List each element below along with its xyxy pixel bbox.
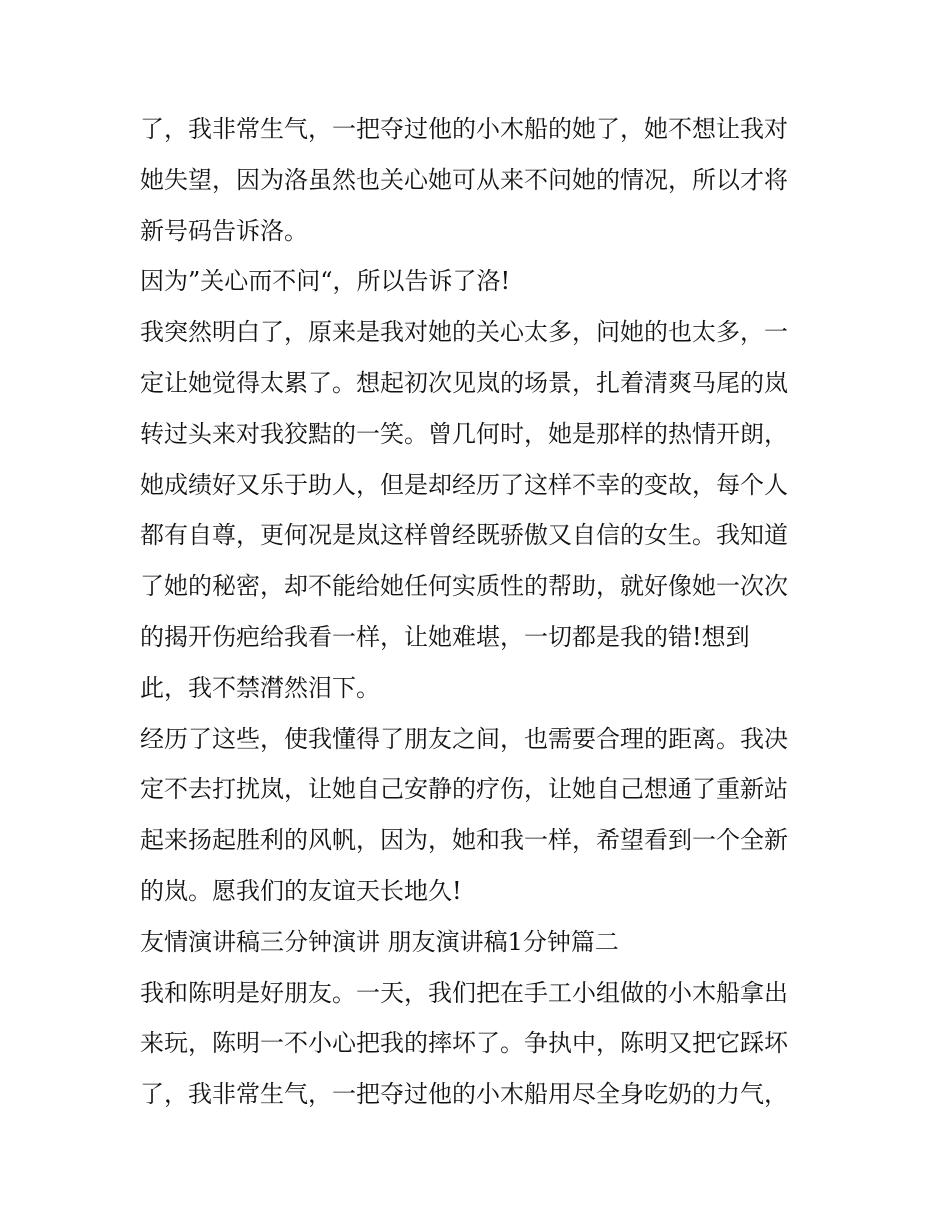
text-line: 定让她觉得太累了。想起初次见岚的场景，扎着清爽马尾的岚 [140,368,788,397]
text-line: 经历了这些，使我懂得了朋友之间，也需要合理的距离。我决 [140,724,788,753]
text-line: 我和陈明是好朋友。一天，我们把在手工小组做的小木船拿出 [140,978,788,1007]
text-line: 她失望，因为洛虽然也关心她可从来不问她的情况，所以才将 [140,165,788,194]
document-body [140,104,830,1120]
text-line: 新号码告诉洛。 [140,216,308,245]
text-line: 的揭开伤疤给我看一样，让她难堪，一切都是我的错!想到 [140,622,750,651]
text-line: 转过头来对我狡黠的一笑。曾几何时，她是那样的热情开朗， [140,419,788,448]
section-heading: 友情演讲稿三分钟演讲 朋友演讲稿1分钟篇二 [140,927,619,956]
text-line: 起来扬起胜利的风帆，因为，她和我一样，希望看到一个全新 [140,826,788,855]
text-line: 因为”关心而不问“，所以告诉了洛! [140,267,511,296]
text-line: 我突然明白了，原来是我对她的关心太多，问她的也太多，一 [140,318,788,347]
text-line: 此，我不禁潸然泪下。 [140,673,380,702]
text-line: 的岚。愿我们的友谊天长地久! [140,876,462,905]
text-line: 了，我非常生气，一把夺过他的小木船的她了，她不想让我对 [140,115,788,143]
text-line: 来玩，陈明一不小心把我的摔坏了。争执中，陈明又把它踩坏 [140,1029,788,1058]
text-line: 定不去打扰岚，让她自己安静的疗伤，让她自己想通了重新站 [140,775,788,804]
text-line: 都有自尊，更何况是岚这样曾经既骄傲又自信的女生。我知道 [140,521,788,550]
text-line: 了她的秘密，却不能给她任何实质性的帮助，就好像她一次次 [140,572,788,601]
text-line: 她成绩好又乐于助人，但是却经历了这样不幸的变故，每个人 [140,470,788,499]
text-line: 了，我非常生气，一把夺过他的小木船用尽全身吃奶的力气， [140,1080,788,1109]
